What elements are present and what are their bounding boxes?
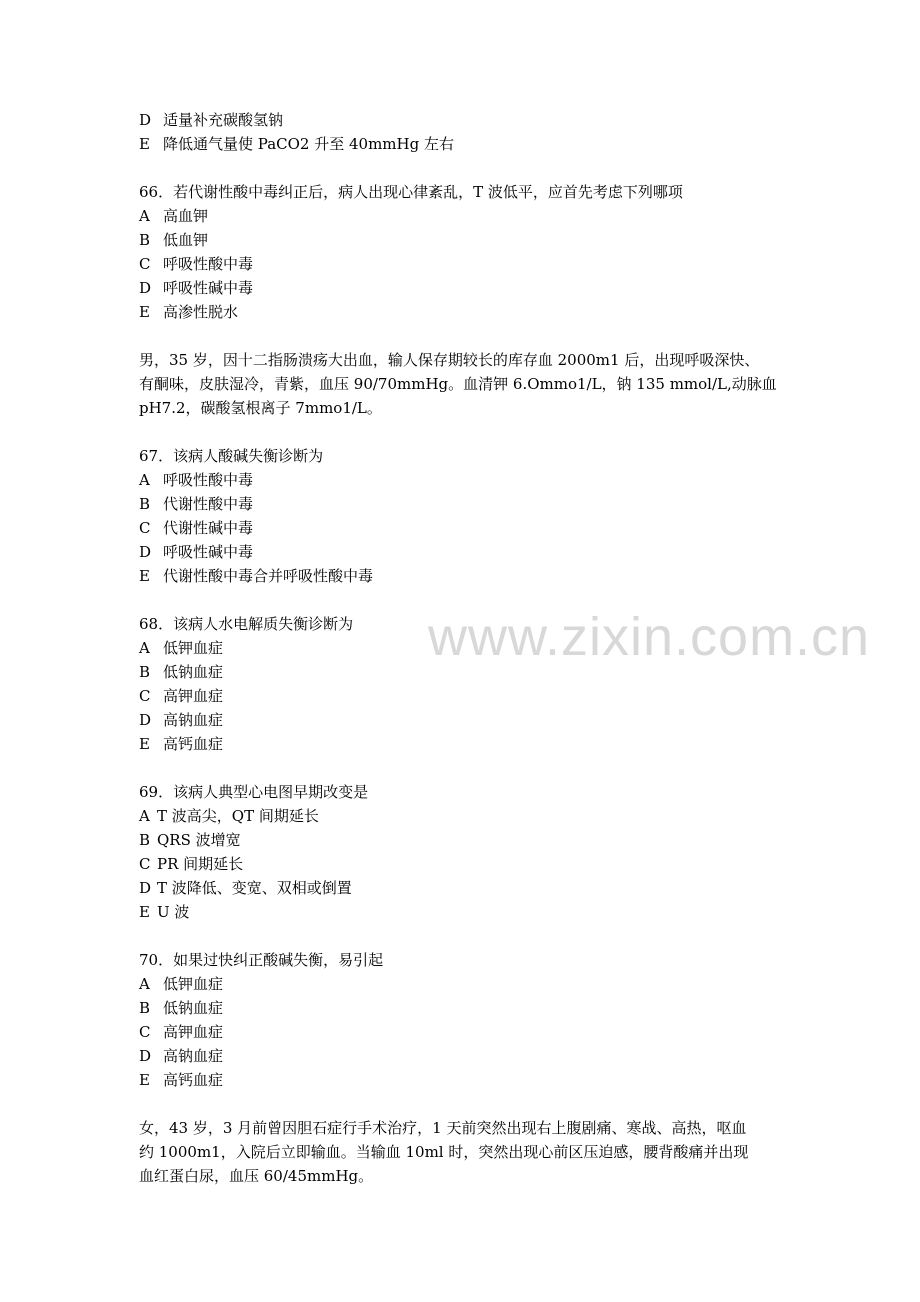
option-c: C 高钾血症	[139, 1023, 224, 1041]
option-b: B 低钠血症	[139, 663, 224, 681]
option-d: D 适量补充碳酸氢钠	[139, 111, 284, 129]
option-c: C 呼吸性酸中毒	[139, 255, 254, 273]
option-e: E 高钙血症	[139, 735, 224, 753]
option-d: D 呼吸性碱中毒	[139, 543, 254, 561]
document-page	[139, 108, 799, 1188]
option-a: A 呼吸性酸中毒	[139, 471, 254, 489]
option-d: D 高钠血症	[139, 1047, 224, 1065]
question-70	[139, 948, 799, 1092]
option-c: C PR 间期延长	[139, 855, 244, 873]
question-66	[139, 180, 799, 324]
option-b: B 低钠血症	[139, 999, 224, 1017]
q65-options	[139, 108, 799, 156]
case-description-2	[139, 1116, 799, 1188]
case-description-1	[139, 348, 799, 420]
option-a: A 低钾血症	[139, 639, 224, 657]
option-a: A 低钾血症	[139, 975, 224, 993]
watermark: www.zixin.com.cn	[428, 607, 871, 667]
option-e: E 代谢性酸中毒合并呼吸性酸中毒	[139, 567, 374, 585]
option-b: B 代谢性酸中毒	[139, 495, 254, 513]
option-d: D 呼吸性碱中毒	[139, 279, 254, 297]
option-d: D T 波降低、变宽、双相或倒置	[139, 879, 352, 897]
case-line: 有酮味，皮肤湿冷，青紫，血压 90/70mmHg。血清钾 6.Ommo1/L，钠 135 mmol/L,动脉血	[139, 375, 777, 393]
option-c: C 高钾血症	[139, 687, 224, 705]
question-stem: 69．该病人典型心电图早期改变是	[139, 783, 369, 801]
question-stem: 70．如果过快纠正酸碱失衡，易引起	[139, 951, 384, 969]
option-e: E U 波	[139, 903, 190, 921]
option-e: E 降低通气量使 PaCO2 升至 40mmHg 左右	[139, 135, 454, 153]
question-stem: 66．若代谢性酸中毒纠正后，病人出现心律紊乱，T 波低平，应首先考虑下列哪项	[139, 183, 683, 201]
question-stem: 68．该病人水电解质失衡诊断为	[139, 615, 354, 633]
question-68	[139, 612, 799, 756]
option-d: D 高钠血症	[139, 711, 224, 729]
option-c: C 代谢性碱中毒	[139, 519, 254, 537]
question-stem: 67．该病人酸碱失衡诊断为	[139, 447, 324, 465]
case-line: 女，43 岁，3 月前曾因胆石症行手术治疗，1 天前突然出现右上腹剧痛、寒战、高热，呕血	[139, 1119, 747, 1137]
case-line: 血红蛋白尿，血压 60/45mmHg。	[139, 1167, 374, 1185]
question-67	[139, 444, 799, 588]
case-line: 男，35 岁，因十二指肠溃疡大出血，输人保存期较长的库存血 2000m1 后，出现呼吸深快、	[139, 351, 760, 369]
option-a: A T 波高尖，QT 间期延长	[139, 807, 319, 825]
option-b: B 低血钾	[139, 231, 209, 249]
case-line: 约 1000m1，入院后立即输血。当输血 10ml 时，突然出现心前区压迫感，腰背酸痛并出现	[139, 1143, 749, 1161]
option-a: A 高血钾	[139, 207, 209, 225]
option-e: E 高渗性脱水	[139, 303, 239, 321]
case-line: pH7.2，碳酸氢根离子 7mmo1/L。	[139, 399, 382, 417]
option-b: B QRS 波增宽	[139, 831, 241, 849]
question-69	[139, 780, 799, 924]
option-e: E 高钙血症	[139, 1071, 224, 1089]
